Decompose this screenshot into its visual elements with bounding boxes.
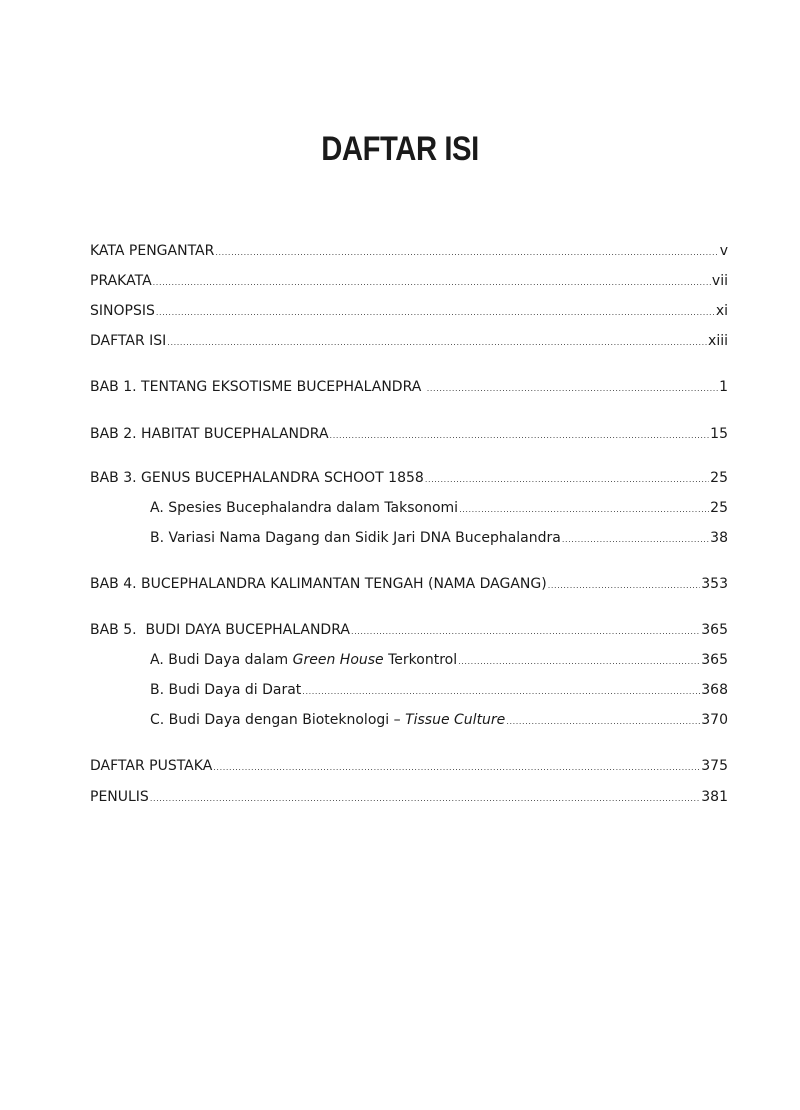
toc-entry-label: BAB 2. HABITAT BUCEPHALANDRA [90, 426, 329, 442]
toc-entry-label: KATA PENGANTAR [90, 243, 215, 259]
toc-entry-page: 25 [710, 470, 728, 486]
toc-entry-label-text: C. Budi Daya dengan Bioteknologi – [150, 712, 406, 728]
toc-entry-label: A. Spesies Bucephalandra dalam Taksonomi [150, 500, 459, 516]
toc-entry-label-text: A. Budi Daya dalam [150, 652, 293, 668]
dot-leader [153, 272, 711, 294]
dot-leader [150, 788, 700, 810]
dot-leader [459, 499, 709, 521]
toc-entry-page: 25 [710, 500, 728, 516]
toc-entry-sinopsis [90, 300, 728, 322]
dot-leader [330, 425, 710, 447]
toc-entry-bab-5-c [150, 709, 728, 731]
toc-entry-page: v [719, 243, 728, 259]
toc-entry-label [150, 709, 505, 731]
toc-entry-bab-3-a [150, 497, 728, 519]
dot-leader [548, 575, 701, 597]
toc-entry-label: SINOPSIS [90, 303, 155, 319]
toc-entry-label-italic: Green House [292, 652, 384, 668]
toc-entry-bab-1 [90, 376, 728, 398]
toc-entry-daftar-isi [90, 330, 728, 352]
page-title: DAFTAR ISI [321, 130, 479, 168]
toc-entry-label: BAB 1. TENTANG EKSOTISME BUCEPHALANDRA [90, 379, 426, 395]
toc-entry-label: PRAKATA [90, 273, 152, 289]
toc-entry-page: 381 [701, 789, 728, 805]
toc-entry-label: DAFTAR PUSTAKA [90, 758, 213, 774]
toc-entry-page: 375 [701, 758, 728, 774]
dot-leader [215, 242, 718, 264]
toc-entry-label-italic: Tissue Culture [405, 712, 506, 728]
toc-entry-bab-5-a [150, 649, 728, 671]
dot-leader [167, 332, 707, 354]
toc-entry-label: BAB 5. BUDI DAYA BUCEPHALANDRA [90, 622, 350, 638]
toc-entry-page: xi [715, 303, 728, 319]
toc-entry-daftar-pustaka [90, 755, 728, 777]
dot-leader [562, 529, 709, 551]
toc-entry-label: BAB 3. GENUS BUCEPHALANDRA SCHOOT 1858 [90, 470, 424, 486]
toc-entry-bab-5 [90, 619, 728, 641]
dot-leader [213, 757, 700, 779]
toc-entry-prakata [90, 270, 728, 292]
toc-entry-page: xiii [708, 333, 728, 349]
toc-entry-page: vii [711, 273, 728, 289]
toc-entry-page: 365 [701, 622, 728, 638]
toc-entry-label: BAB 4. BUCEPHALANDRA KALIMANTAN TENGAH (NAMA DAGANG) [90, 576, 547, 592]
dot-leader [506, 711, 700, 733]
toc-entry-label: PENULIS [90, 789, 149, 805]
dot-leader [425, 469, 709, 491]
toc-entry-bab-5-b [150, 679, 728, 701]
toc-entry-label: B. Budi Daya di Darat [150, 682, 302, 698]
dot-leader [156, 302, 715, 324]
toc-entry-bab-3 [90, 467, 728, 489]
toc-entry-label-text: Terkontrol [383, 652, 458, 668]
toc-entry-kata-pengantar [90, 240, 728, 262]
toc-entry-page: 15 [710, 426, 728, 442]
toc-entry-page: 353 [701, 576, 728, 592]
dot-leader [302, 681, 700, 703]
toc-entry-page: 38 [710, 530, 728, 546]
toc-entry-bab-2 [90, 423, 728, 445]
toc-entry-label: DAFTAR ISI [90, 333, 167, 349]
toc-entry-bab-4 [90, 573, 728, 595]
toc-entry-bab-3-b [150, 527, 728, 549]
toc-entry-label: B. Variasi Nama Dagang dan Sidik Jari DNA Bucephalandra [150, 530, 561, 546]
toc-entry-page: 368 [701, 682, 728, 698]
dot-leader [351, 621, 700, 643]
toc-entry-label [150, 649, 457, 671]
dot-leader [427, 378, 718, 400]
toc-entry-penulis [90, 786, 728, 808]
toc-entry-page: 365 [701, 652, 728, 668]
toc-entry-page: 370 [701, 712, 728, 728]
toc-entry-page: 1 [719, 379, 728, 395]
dot-leader [458, 651, 700, 673]
